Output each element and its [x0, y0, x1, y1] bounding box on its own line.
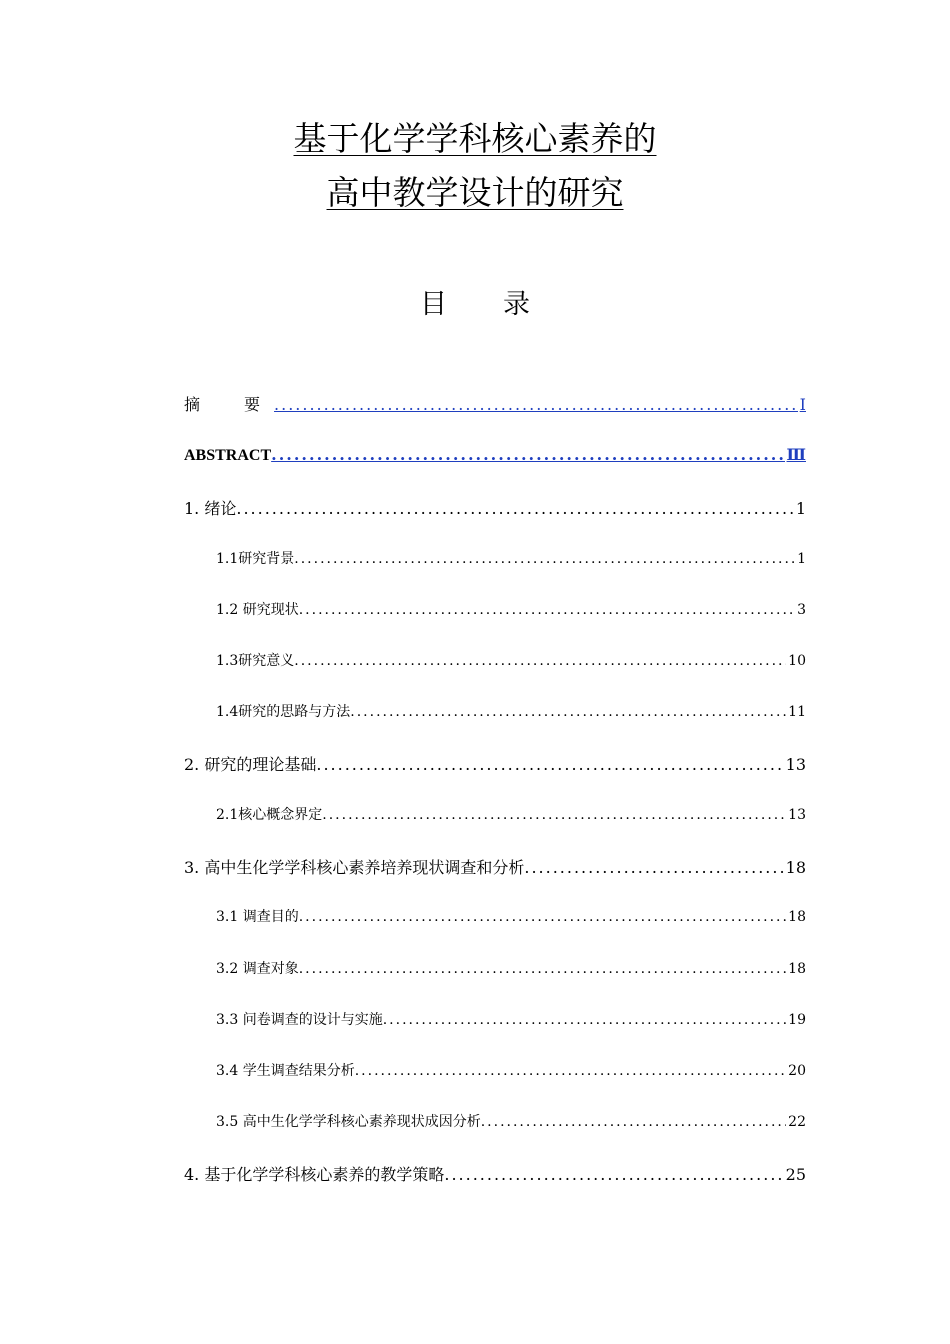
toc-entry-chapter-4[interactable] [184, 1162, 806, 1185]
toc-entry-page: 25 [785, 1165, 806, 1184]
toc-entry-label: 1. 绪论 [184, 499, 237, 518]
toc-leader-dots [294, 551, 795, 567]
toc-leader-dots [481, 1114, 786, 1130]
toc-entry-page: 3 [797, 602, 806, 618]
toc-leader-dots [316, 755, 783, 774]
toc-entry-label: 摘 要 [184, 395, 275, 414]
toc-entry-page: Ⅲ [786, 445, 806, 464]
toc-entry-page: 13 [785, 755, 806, 774]
toc-entry-page: 18 [788, 909, 806, 925]
toc-entry-label: 3.3 问卷调查的设计与实施 [216, 1012, 383, 1028]
toc-entry-page: 22 [788, 1114, 806, 1130]
toc-entry-label: ABSTRACT [184, 447, 272, 464]
toc-leader-dots [236, 499, 793, 518]
toc-leader-dots [274, 395, 798, 414]
toc-entry-page: 10 [788, 653, 806, 669]
toc-entry-label: 3.4 学生调查结果分析 [216, 1063, 355, 1079]
toc-entry-abstract-en[interactable] [184, 445, 806, 465]
toc-entry-section-3-3[interactable] [184, 1009, 806, 1029]
toc-entry-label: 1.4研究的思路与方法 [216, 704, 351, 720]
toc-leader-dots [383, 1012, 786, 1028]
toc-entry-page: 18 [785, 858, 806, 877]
toc-leader-dots [524, 858, 783, 877]
toc-leader-dots [299, 909, 786, 925]
toc-entry-chapter-3[interactable] [184, 855, 806, 878]
document-title [0, 112, 950, 220]
toc-entry-label: 2. 研究的理论基础 [184, 755, 317, 774]
toc-entry-chapter-1[interactable] [184, 496, 806, 519]
toc-entry-page: 13 [788, 807, 806, 823]
toc-entry-section-3-4[interactable] [184, 1060, 806, 1080]
toc-leader-dots [350, 704, 786, 720]
toc-entry-section-2-1[interactable] [184, 804, 806, 824]
toc-leader-dots [355, 1063, 786, 1079]
toc-entry-label: 1.1研究背景 [216, 551, 295, 567]
toc-entry-chapter-2[interactable] [184, 752, 806, 775]
toc-entry-label: 3.2 调查对象 [216, 961, 299, 977]
toc-entry-label: 1.3研究意义 [216, 653, 295, 669]
toc-leader-dots [294, 653, 786, 669]
toc-entry-page: 20 [788, 1063, 806, 1079]
toc-entry-section-3-2[interactable] [184, 958, 806, 978]
toc-leader-dots [271, 445, 784, 464]
toc-leader-dots [444, 1165, 783, 1184]
toc-entry-section-3-5[interactable] [184, 1111, 806, 1131]
toc-heading: 目录 [420, 289, 586, 320]
title-line-2: 高中教学设计的研究 [326, 173, 624, 212]
toc-entry-label: 3.5 高中生化学学科核心素养现状成因分析 [216, 1114, 481, 1130]
toc-entry-page: 18 [788, 961, 806, 977]
toc-entry-section-1-3[interactable] [184, 650, 806, 670]
toc-entry-section-1-4[interactable] [184, 701, 806, 721]
toc-entry-abstract-cn[interactable] [184, 392, 806, 415]
title-line-1: 基于化学学科核心素养的 [293, 119, 657, 158]
toc-leader-dots [299, 961, 786, 977]
toc-entry-label: 4. 基于化学学科核心素养的教学策略 [184, 1165, 445, 1184]
toc-entry-label: 2.1核心概念界定 [216, 807, 323, 823]
toc-entry-label: 3.1 调查目的 [216, 909, 299, 925]
toc-leader-dots [322, 807, 786, 823]
toc-entry-section-1-2[interactable] [184, 599, 806, 619]
toc-entry-label: 1.2 研究现状 [216, 602, 299, 618]
toc-entry-section-1-1[interactable] [184, 548, 806, 568]
toc-entry-page: Ⅰ [799, 395, 806, 414]
toc-leader-dots [299, 602, 795, 618]
toc-entry-page: 11 [788, 704, 806, 720]
toc-entry-section-3-1[interactable] [184, 906, 806, 926]
toc-entry-page: 19 [788, 1012, 806, 1028]
toc-entry-page: 1 [795, 499, 806, 518]
toc-entry-label: 3. 高中生化学学科核心素养培养现状调查和分析 [184, 858, 525, 877]
toc-entry-page: 1 [797, 551, 806, 567]
